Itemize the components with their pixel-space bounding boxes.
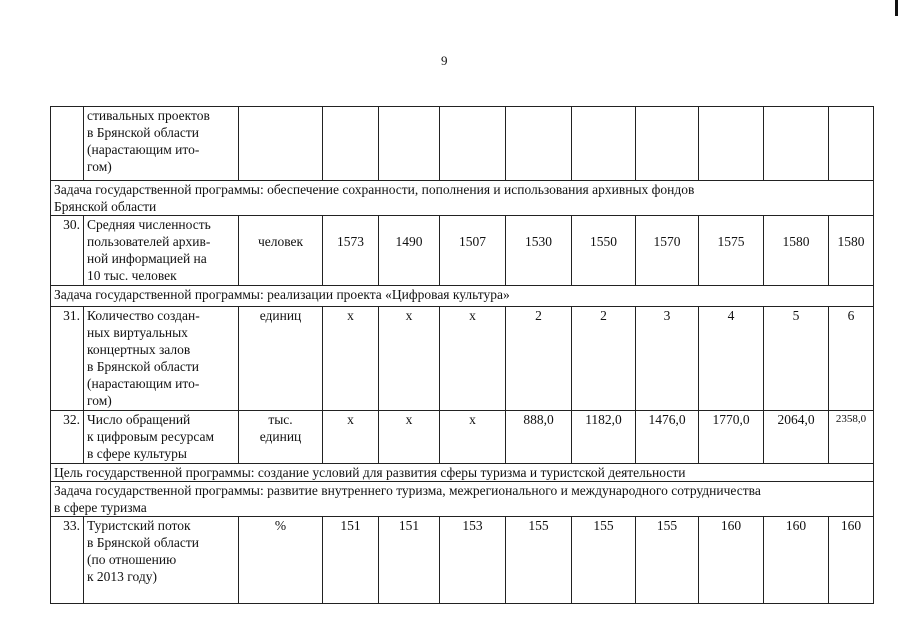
indicator-name: Число обращений к цифровым ресурсам в сфере культуры — [84, 411, 239, 464]
value-cell: 1490 — [379, 216, 440, 286]
goal-heading: Цель государственной программы: создание условий для развития сферы туризма и туристской деятельности — [51, 464, 874, 482]
value-cell: 155 — [636, 517, 699, 604]
value-cell: 160 — [829, 517, 874, 604]
value-cell: 2 — [572, 307, 636, 411]
indicator-name: Средняя численность пользователей архив- ной информацией на 10 тыс. человек — [84, 216, 239, 286]
value-cell: 5 — [764, 307, 829, 411]
value-cell: 2064,0 — [764, 411, 829, 464]
scan-edge-mark — [895, 0, 898, 16]
value-cell: х — [379, 307, 440, 411]
value-cell: х — [440, 307, 506, 411]
value-cell: 1770,0 — [699, 411, 764, 464]
indicator-name: Туристский поток в Брянской области (по отношению к 2013 году) — [84, 517, 239, 604]
section-row — [51, 464, 874, 482]
row-number: 30. — [51, 216, 84, 286]
task-heading: Задача государственной программы: развитие внутреннего туризма, межрегионального и международного сотрудничества в сфере туризма — [51, 482, 874, 517]
value-cell: 160 — [699, 517, 764, 604]
indicators-table — [50, 106, 874, 604]
value-cell: 151 — [323, 517, 379, 604]
table-row — [51, 411, 874, 464]
table-row — [51, 107, 874, 181]
table-row — [51, 307, 874, 411]
value-cell: 1580 — [764, 216, 829, 286]
value-cell: 1580 — [829, 216, 874, 286]
value-cell: 888,0 — [506, 411, 572, 464]
value-cell: 1575 — [699, 216, 764, 286]
value-cell: 1570 — [636, 216, 699, 286]
value-cell: 155 — [572, 517, 636, 604]
row-number: 33. — [51, 517, 84, 604]
page-number: 9 — [441, 53, 448, 68]
value-cell: 155 — [506, 517, 572, 604]
value-cell: х — [379, 411, 440, 464]
unit-cell: единиц — [239, 307, 323, 411]
value-cell: 4 — [699, 307, 764, 411]
task-heading: Задача государственной программы: реализации проекта «Цифровая культура» — [51, 286, 874, 307]
row-number: 31. — [51, 307, 84, 411]
row-number — [51, 107, 84, 181]
section-row — [51, 181, 874, 216]
value-cell: 1530 — [506, 216, 572, 286]
indicator-name: стивальных проектов в Брянской области (нарастающим ито- гом) — [84, 107, 239, 181]
value-cell: 6 — [829, 307, 874, 411]
value-cell: 1573 — [323, 216, 379, 286]
section-row — [51, 286, 874, 307]
value-cell: х — [440, 411, 506, 464]
row-number: 32. — [51, 411, 84, 464]
unit-cell: % — [239, 517, 323, 604]
indicator-name: Количество создан- ных виртуальных концертных залов в Брянской области (нарастающим ито- гом) — [84, 307, 239, 411]
value-cell: 2358,0 — [829, 411, 874, 464]
unit-cell: человек — [239, 216, 323, 286]
value-cell: 1182,0 — [572, 411, 636, 464]
unit-cell: тыс. единиц — [239, 411, 323, 464]
value-cell: 3 — [636, 307, 699, 411]
value-cell: 1507 — [440, 216, 506, 286]
value-cell: 153 — [440, 517, 506, 604]
value-cell: 160 — [764, 517, 829, 604]
value-cell: 2 — [506, 307, 572, 411]
table-row — [51, 216, 874, 286]
value-cell: 1476,0 — [636, 411, 699, 464]
table-row — [51, 517, 874, 604]
value-cell: х — [323, 307, 379, 411]
value-cell: х — [323, 411, 379, 464]
value-cell: 1550 — [572, 216, 636, 286]
section-row — [51, 482, 874, 517]
task-heading: Задача государственной программы: обеспечение сохранности, пополнения и использования архивных фондов Брянской области — [51, 181, 874, 216]
value-cell: 151 — [379, 517, 440, 604]
